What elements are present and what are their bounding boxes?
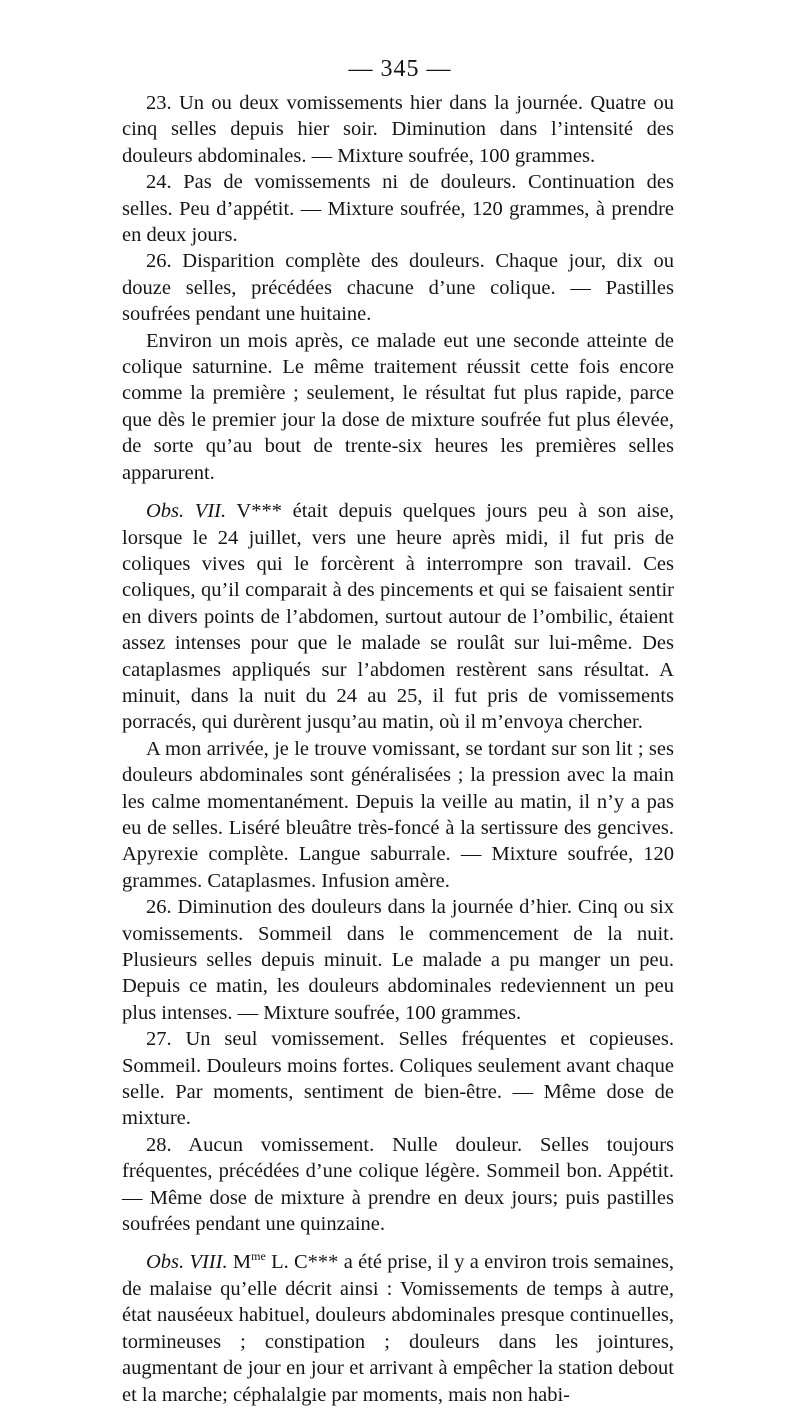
observation-7-lead: V*** était depuis quelques jours peu à son aise, lorsque le 24 juillet, vers une heure après midi, il fut pris de coliques vives qui le forcèrent à interrompre son travail. Ces coliques, qu’il comparait à des pincements et qui se faisaient sentir en divers points de l’abdomen, surtout autour de l’ombilic, étaient assez intenses pour que le malade se roulât sur lui-même. Des cataplasmes appliqués sur l’abdomen restèrent sans résultat. A minuit, dans la nuit du 24 au 25, il fut pris de vomissements porracés, qui durèrent jusqu’au matin, où il m’envoya chercher. [122, 500, 674, 734]
paragraph-second-attack: Environ un mois après, ce malade eut une seconde atteinte de colique saturnine. Le même traitement réussit cette fois encore comme la première ; seulement, le résultat fut plus rapide, parce que dès le premier jour la dose de mixture soufrée fut plus élevée, de sorte qu’au bout de trente-six heures les premières selles apparurent. [122, 329, 674, 484]
observation-7-day-27: 27. Un seul vomissement. Selles fréquentes et copieuses. Sommeil. Douleurs moins fortes. Coliques seulement avant chaque selle. Par moments, sentiment de bien-être. — Même dose de mixture. [122, 1028, 674, 1130]
paragraph-day-24: 24. Pas de vomissements ni de douleurs. Continuation des selles. Peu d’appétit. — Mixture soufrée, 120 grammes, à prendre en deux jours. [122, 171, 674, 247]
observation-8 [122, 1249, 674, 1407]
observation-7-arrival: A mon arrivée, je le trouve vomissant, se tordant sur son lit ; ses douleurs abdominales sont généralisées ; la pression avec la main les calme momentanément. Depuis la veille au matin, il n’y a pas eu de selles. Liséré bleuâtre très-foncé à la sertissure des gencives. Apyrexie complète. Langue saburrale. — Mixture soufrée, 120 grammes. Cataplasmes. Infusion amère. [122, 737, 674, 892]
observation-8-title: $M^{me}$ [232, 1249, 266, 1274]
observation-7-day-28: 28. Aucun vomissement. Nulle douleur. Selles toujours fréquentes, précédées d’une colique légère. Sommeil bon. Appétit. — Même dose de mixture à prendre en deux jours; puis pastilles soufrées pendant une quinzaine. [122, 1133, 674, 1236]
observation-8-heading: Obs. VIII. [146, 1251, 228, 1274]
observation-8-lead: L. C*** a été prise, il y a environ trois semaines, de malaise qu’elle décrit ainsi : Vomissements de temps à autre, état nauséeux habituel, douleurs abdominales presque continuelles, tormineuses ; constipation ; douleurs dans les jointures, augmentant de jour en jour et arrivant à empêcher la station debout et la marche; céphalalgie par moments, mais non habi- [122, 1251, 675, 1406]
observation-7-day-26: 26. Diminution des douleurs dans la journée d’hier. Cinq ou six vomissements. Sommeil dans le commencement de la nuit. Plusieurs selles depuis minuit. Le malade a pu manger un peu. Depuis ce matin, les douleurs abdominales redeviennent un peu plus intenses. — Mixture soufrée, 100 grammes. [122, 896, 674, 1024]
observation-7 [122, 498, 674, 736]
paragraph-day-26: 26. Disparition complète des douleurs. Chaque jour, dix ou douze selles, précédées chacune d’une colique. — Pastilles soufrées pendant une huitaine. [122, 250, 674, 326]
page-body [122, 90, 674, 1408]
paragraph-day-23: 23. Un ou deux vomissements hier dans la journée. Quatre ou cinq selles depuis hier soir. Diminution dans l’intensité des douleurs abdominales. — Mixture soufrée, 100 grammes. [122, 92, 674, 167]
page-number: — 345 — [348, 56, 452, 82]
observation-7-heading: Obs. VII. [146, 500, 227, 523]
